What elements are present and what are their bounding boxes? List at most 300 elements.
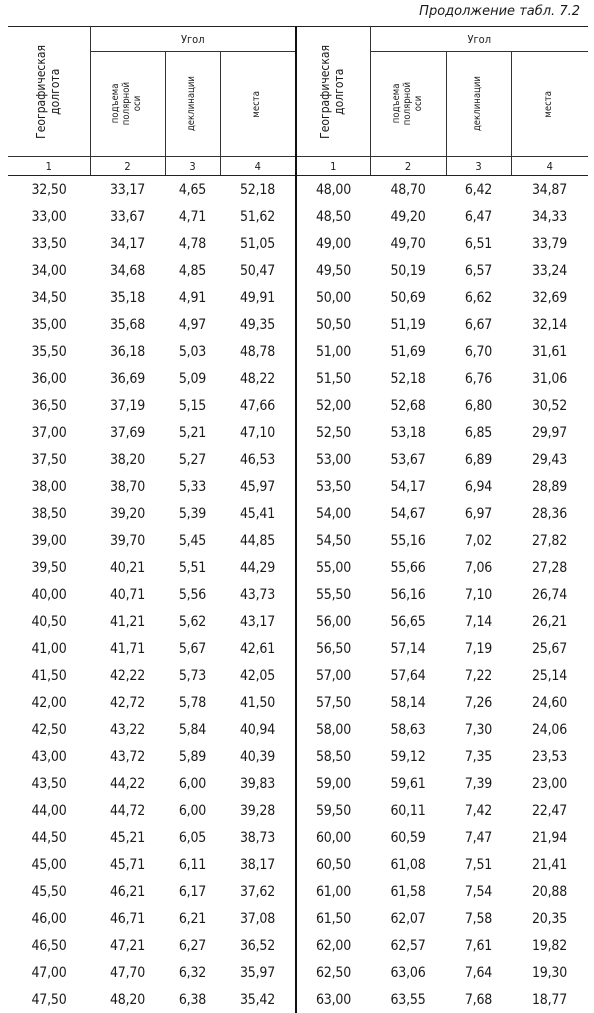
- table-cell: 43,72: [90, 743, 165, 770]
- table-cell: 47,66: [220, 392, 296, 419]
- table-cell: 62,00: [296, 932, 370, 959]
- table-cell: 19,82: [511, 932, 588, 959]
- table-cell: 40,39: [220, 743, 296, 770]
- table-cell: 7,22: [446, 662, 511, 689]
- table-cell: 63,00: [296, 986, 370, 1013]
- table-row: [8, 608, 588, 635]
- table-cell: 7,06: [446, 554, 511, 581]
- table-cell: 6,47: [446, 203, 511, 230]
- table-row: [8, 716, 588, 743]
- table-row: [8, 743, 588, 770]
- table-cell: 20,88: [511, 878, 588, 905]
- table-row: [8, 851, 588, 878]
- table-cell: 47,00: [8, 959, 90, 986]
- table-cell: 5,51: [165, 554, 220, 581]
- table-cell: 6,76: [446, 365, 511, 392]
- table-row: [8, 311, 588, 338]
- table-cell: 57,50: [296, 689, 370, 716]
- table-row: [8, 419, 588, 446]
- table-cell: 39,50: [8, 554, 90, 581]
- table-cell: 35,68: [90, 311, 165, 338]
- table-cell: 6,27: [165, 932, 220, 959]
- table-cell: 4,65: [165, 176, 220, 204]
- table-cell: 41,50: [8, 662, 90, 689]
- table-cell: 36,52: [220, 932, 296, 959]
- table-cell: 43,22: [90, 716, 165, 743]
- column-number: 1: [8, 157, 90, 176]
- table-row: [8, 797, 588, 824]
- table-cell: 44,00: [8, 797, 90, 824]
- table-cell: 61,58: [370, 878, 446, 905]
- table-cell: 51,00: [296, 338, 370, 365]
- table-cell: 7,54: [446, 878, 511, 905]
- table-cell: 35,42: [220, 986, 296, 1013]
- table-cell: 36,50: [8, 392, 90, 419]
- table-cell: 51,05: [220, 230, 296, 257]
- column-number-row: [8, 157, 588, 176]
- table-cell: 35,97: [220, 959, 296, 986]
- table-cell: 7,14: [446, 608, 511, 635]
- header-declination-right: деклинации: [446, 52, 511, 157]
- table-cell: 44,22: [90, 770, 165, 797]
- table-cell: 47,21: [90, 932, 165, 959]
- table-row: [8, 203, 588, 230]
- table-caption: Продолжение табл. 7.2: [419, 4, 580, 19]
- table-cell: 33,50: [8, 230, 90, 257]
- table-cell: 19,30: [511, 959, 588, 986]
- table-cell: 46,00: [8, 905, 90, 932]
- table-cell: 7,61: [446, 932, 511, 959]
- table-cell: 53,67: [370, 446, 446, 473]
- table-cell: 6,38: [165, 986, 220, 1013]
- table-cell: 43,73: [220, 581, 296, 608]
- table-row: [8, 905, 588, 932]
- table-row: [8, 527, 588, 554]
- table-row: [8, 878, 588, 905]
- table-cell: 38,17: [220, 851, 296, 878]
- table-cell: 57,14: [370, 635, 446, 662]
- table-cell: 49,50: [296, 257, 370, 284]
- column-number: 1: [296, 157, 370, 176]
- table-cell: 38,70: [90, 473, 165, 500]
- table-cell: 43,50: [8, 770, 90, 797]
- table-cell: 31,06: [511, 365, 588, 392]
- table-cell: 6,21: [165, 905, 220, 932]
- table-cell: 58,63: [370, 716, 446, 743]
- table-cell: 45,97: [220, 473, 296, 500]
- table-cell: 30,52: [511, 392, 588, 419]
- table-cell: 5,67: [165, 635, 220, 662]
- table-row: [8, 662, 588, 689]
- table-cell: 45,21: [90, 824, 165, 851]
- table-cell: 48,00: [296, 176, 370, 204]
- table-cell: 46,21: [90, 878, 165, 905]
- table-cell: 42,05: [220, 662, 296, 689]
- table-cell: 20,35: [511, 905, 588, 932]
- table-cell: 49,35: [220, 311, 296, 338]
- table-cell: 37,62: [220, 878, 296, 905]
- header-angle-right: Угол: [370, 27, 588, 52]
- table-cell: 42,00: [8, 689, 90, 716]
- table-cell: 47,70: [90, 959, 165, 986]
- table-row: [8, 770, 588, 797]
- table-cell: 53,00: [296, 446, 370, 473]
- table-cell: 52,18: [220, 176, 296, 204]
- table-cell: 50,00: [296, 284, 370, 311]
- table-cell: 37,08: [220, 905, 296, 932]
- table-row: [8, 986, 588, 1013]
- table-cell: 25,14: [511, 662, 588, 689]
- table-cell: 55,16: [370, 527, 446, 554]
- table-cell: 52,68: [370, 392, 446, 419]
- table-cell: 45,71: [90, 851, 165, 878]
- table-cell: 33,00: [8, 203, 90, 230]
- table-cell: 4,97: [165, 311, 220, 338]
- table-cell: 35,00: [8, 311, 90, 338]
- table-cell: 59,61: [370, 770, 446, 797]
- table-cell: 42,22: [90, 662, 165, 689]
- table-cell: 39,28: [220, 797, 296, 824]
- table-cell: 55,50: [296, 581, 370, 608]
- table-cell: 57,64: [370, 662, 446, 689]
- table-cell: 36,00: [8, 365, 90, 392]
- table-cell: 57,00: [296, 662, 370, 689]
- table-cell: 54,50: [296, 527, 370, 554]
- column-number: 3: [446, 157, 511, 176]
- table-cell: 41,21: [90, 608, 165, 635]
- table-cell: 5,03: [165, 338, 220, 365]
- table-cell: 40,50: [8, 608, 90, 635]
- table-cell: 59,50: [296, 797, 370, 824]
- table-cell: 60,11: [370, 797, 446, 824]
- table-cell: 62,07: [370, 905, 446, 932]
- table-cell: 21,94: [511, 824, 588, 851]
- table-cell: 42,50: [8, 716, 90, 743]
- table-cell: 61,08: [370, 851, 446, 878]
- table-cell: 39,00: [8, 527, 90, 554]
- table-cell: 6,57: [446, 257, 511, 284]
- table-cell: 49,00: [296, 230, 370, 257]
- table-cell: 6,42: [446, 176, 511, 204]
- table-cell: 4,78: [165, 230, 220, 257]
- header-longitude-left: Географическая долгота: [8, 27, 90, 157]
- table-cell: 43,00: [8, 743, 90, 770]
- table-row: [8, 635, 588, 662]
- table-cell: 49,70: [370, 230, 446, 257]
- table-cell: 49,20: [370, 203, 446, 230]
- table-cell: 36,69: [90, 365, 165, 392]
- table-cell: 60,00: [296, 824, 370, 851]
- table-cell: 62,57: [370, 932, 446, 959]
- table-cell: 56,50: [296, 635, 370, 662]
- table-cell: 54,17: [370, 473, 446, 500]
- table-cell: 6,67: [446, 311, 511, 338]
- table-row: [8, 959, 588, 986]
- table-cell: 46,71: [90, 905, 165, 932]
- table-cell: 55,66: [370, 554, 446, 581]
- table-cell: 7,26: [446, 689, 511, 716]
- table-cell: 29,97: [511, 419, 588, 446]
- table-cell: 44,85: [220, 527, 296, 554]
- table-cell: 5,56: [165, 581, 220, 608]
- table-cell: 6,80: [446, 392, 511, 419]
- table-cell: 5,21: [165, 419, 220, 446]
- table-cell: 5,62: [165, 608, 220, 635]
- table-row: [8, 230, 588, 257]
- table-cell: 63,06: [370, 959, 446, 986]
- table-cell: 6,62: [446, 284, 511, 311]
- table-cell: 5,33: [165, 473, 220, 500]
- table-cell: 56,65: [370, 608, 446, 635]
- table-cell: 7,10: [446, 581, 511, 608]
- table-cell: 26,21: [511, 608, 588, 635]
- column-number: 4: [220, 157, 296, 176]
- table-cell: 53,50: [296, 473, 370, 500]
- table-cell: 7,58: [446, 905, 511, 932]
- table-cell: 55,00: [296, 554, 370, 581]
- table-cell: 61,00: [296, 878, 370, 905]
- table-cell: 41,00: [8, 635, 90, 662]
- table-cell: 35,50: [8, 338, 90, 365]
- table-cell: 34,17: [90, 230, 165, 257]
- table-cell: 7,51: [446, 851, 511, 878]
- table-cell: 34,87: [511, 176, 588, 204]
- table-cell: 40,71: [90, 581, 165, 608]
- table-cell: 58,00: [296, 716, 370, 743]
- header-place-right: места: [511, 52, 588, 157]
- table-cell: 60,59: [370, 824, 446, 851]
- table-cell: 60,50: [296, 851, 370, 878]
- table-row: [8, 176, 588, 204]
- table-cell: 5,27: [165, 446, 220, 473]
- table-cell: 7,39: [446, 770, 511, 797]
- table-cell: 40,21: [90, 554, 165, 581]
- table-cell: 7,02: [446, 527, 511, 554]
- header-polar-axis-left: подъема полярной оси: [90, 52, 165, 157]
- table-cell: 58,50: [296, 743, 370, 770]
- table-cell: 39,83: [220, 770, 296, 797]
- table-cell: 34,00: [8, 257, 90, 284]
- table-cell: 62,50: [296, 959, 370, 986]
- table-cell: 31,61: [511, 338, 588, 365]
- table-cell: 4,71: [165, 203, 220, 230]
- table-cell: 38,00: [8, 473, 90, 500]
- header-angle-left: Угол: [90, 27, 296, 52]
- table-cell: 26,74: [511, 581, 588, 608]
- header-longitude-right: Географическая долгота: [296, 27, 370, 157]
- table-cell: 7,42: [446, 797, 511, 824]
- table-cell: 5,89: [165, 743, 220, 770]
- table-cell: 33,24: [511, 257, 588, 284]
- table-cell: 47,10: [220, 419, 296, 446]
- table-cell: 48,78: [220, 338, 296, 365]
- table-cell: 46,50: [8, 932, 90, 959]
- table-cell: 48,20: [90, 986, 165, 1013]
- table-cell: 47,50: [8, 986, 90, 1013]
- table-cell: 7,47: [446, 824, 511, 851]
- table-cell: 32,69: [511, 284, 588, 311]
- table-cell: 33,17: [90, 176, 165, 204]
- table-cell: 23,00: [511, 770, 588, 797]
- table-cell: 35,18: [90, 284, 165, 311]
- table-cell: 51,50: [296, 365, 370, 392]
- table-cell: 25,67: [511, 635, 588, 662]
- table-cell: 6,32: [165, 959, 220, 986]
- table-cell: 42,72: [90, 689, 165, 716]
- table-cell: 34,50: [8, 284, 90, 311]
- table-cell: 6,51: [446, 230, 511, 257]
- table-row: [8, 932, 588, 959]
- table-cell: 56,00: [296, 608, 370, 635]
- table-cell: 52,50: [296, 419, 370, 446]
- table-cell: 28,89: [511, 473, 588, 500]
- table-cell: 24,60: [511, 689, 588, 716]
- table-cell: 53,18: [370, 419, 446, 446]
- table-cell: 37,00: [8, 419, 90, 446]
- table-cell: 6,89: [446, 446, 511, 473]
- table-cell: 21,41: [511, 851, 588, 878]
- table-cell: 50,47: [220, 257, 296, 284]
- table-cell: 7,30: [446, 716, 511, 743]
- table-body: [8, 176, 588, 1013]
- table-cell: 51,69: [370, 338, 446, 365]
- table-cell: 22,47: [511, 797, 588, 824]
- table-cell: 38,20: [90, 446, 165, 473]
- table-cell: 33,67: [90, 203, 165, 230]
- column-number: 3: [165, 157, 220, 176]
- table-cell: 36,18: [90, 338, 165, 365]
- table-row: [8, 284, 588, 311]
- table-cell: 63,55: [370, 986, 446, 1013]
- table-row: [8, 554, 588, 581]
- table-cell: 6,17: [165, 878, 220, 905]
- table-cell: 40,94: [220, 716, 296, 743]
- table-cell: 50,69: [370, 284, 446, 311]
- header-declination-left: деклинации: [165, 52, 220, 157]
- table-cell: 51,19: [370, 311, 446, 338]
- table-cell: 51,62: [220, 203, 296, 230]
- table-cell: 37,50: [8, 446, 90, 473]
- table-cell: 7,68: [446, 986, 511, 1013]
- table-row: [8, 473, 588, 500]
- table-cell: 5,09: [165, 365, 220, 392]
- table-row: [8, 824, 588, 851]
- header-polar-axis-right: подъема полярной оси: [370, 52, 446, 157]
- table-cell: 5,73: [165, 662, 220, 689]
- table-cell: 58,14: [370, 689, 446, 716]
- table-cell: 28,36: [511, 500, 588, 527]
- table-cell: 61,50: [296, 905, 370, 932]
- table-cell: 45,50: [8, 878, 90, 905]
- table-cell: 50,50: [296, 311, 370, 338]
- table-row: [8, 446, 588, 473]
- header-place-left: места: [220, 52, 296, 157]
- table-cell: 6,85: [446, 419, 511, 446]
- table-cell: 18,77: [511, 986, 588, 1013]
- data-table: [8, 26, 588, 1013]
- table-row: [8, 392, 588, 419]
- table-cell: 5,78: [165, 689, 220, 716]
- table-row: [8, 581, 588, 608]
- table-cell: 27,82: [511, 527, 588, 554]
- table-cell: 54,00: [296, 500, 370, 527]
- table-cell: 6,70: [446, 338, 511, 365]
- table-cell: 32,50: [8, 176, 90, 204]
- table-cell: 59,12: [370, 743, 446, 770]
- table-cell: 6,00: [165, 797, 220, 824]
- table-cell: 5,39: [165, 500, 220, 527]
- table-cell: 52,18: [370, 365, 446, 392]
- table-cell: 27,28: [511, 554, 588, 581]
- table-cell: 23,53: [511, 743, 588, 770]
- table-cell: 5,45: [165, 527, 220, 554]
- table-cell: 41,71: [90, 635, 165, 662]
- table-cell: 6,94: [446, 473, 511, 500]
- table-cell: 52,00: [296, 392, 370, 419]
- table-cell: 44,50: [8, 824, 90, 851]
- table-cell: 48,70: [370, 176, 446, 204]
- table-cell: 4,85: [165, 257, 220, 284]
- table-cell: 45,41: [220, 500, 296, 527]
- table-cell: 48,50: [296, 203, 370, 230]
- table-cell: 44,72: [90, 797, 165, 824]
- table-cell: 5,15: [165, 392, 220, 419]
- table-cell: 7,64: [446, 959, 511, 986]
- table-cell: 29,43: [511, 446, 588, 473]
- table-cell: 48,22: [220, 365, 296, 392]
- table-cell: 37,69: [90, 419, 165, 446]
- table-cell: 45,00: [8, 851, 90, 878]
- table-cell: 39,20: [90, 500, 165, 527]
- table-cell: 49,91: [220, 284, 296, 311]
- table-cell: 33,79: [511, 230, 588, 257]
- table-cell: 34,68: [90, 257, 165, 284]
- table-cell: 56,16: [370, 581, 446, 608]
- table-cell: 32,14: [511, 311, 588, 338]
- table-cell: 50,19: [370, 257, 446, 284]
- column-number: 2: [90, 157, 165, 176]
- table-cell: 24,06: [511, 716, 588, 743]
- table-cell: 37,19: [90, 392, 165, 419]
- table-cell: 7,19: [446, 635, 511, 662]
- table-cell: 38,50: [8, 500, 90, 527]
- table-cell: 46,53: [220, 446, 296, 473]
- table-cell: 34,33: [511, 203, 588, 230]
- table-row: [8, 365, 588, 392]
- table-cell: 6,11: [165, 851, 220, 878]
- table-cell: 6,05: [165, 824, 220, 851]
- table-row: [8, 338, 588, 365]
- table-cell: 40,00: [8, 581, 90, 608]
- table-cell: 44,29: [220, 554, 296, 581]
- table-cell: 41,50: [220, 689, 296, 716]
- table-cell: 43,17: [220, 608, 296, 635]
- table-cell: 38,73: [220, 824, 296, 851]
- table-cell: 42,61: [220, 635, 296, 662]
- table-row: [8, 257, 588, 284]
- table-cell: 54,67: [370, 500, 446, 527]
- column-number: 4: [511, 157, 588, 176]
- table-row: [8, 689, 588, 716]
- table-cell: 5,84: [165, 716, 220, 743]
- table-cell: 6,97: [446, 500, 511, 527]
- table-cell: 59,00: [296, 770, 370, 797]
- table-cell: 4,91: [165, 284, 220, 311]
- table-cell: 6,00: [165, 770, 220, 797]
- table-cell: 39,70: [90, 527, 165, 554]
- column-number: 2: [370, 157, 446, 176]
- table-row: [8, 500, 588, 527]
